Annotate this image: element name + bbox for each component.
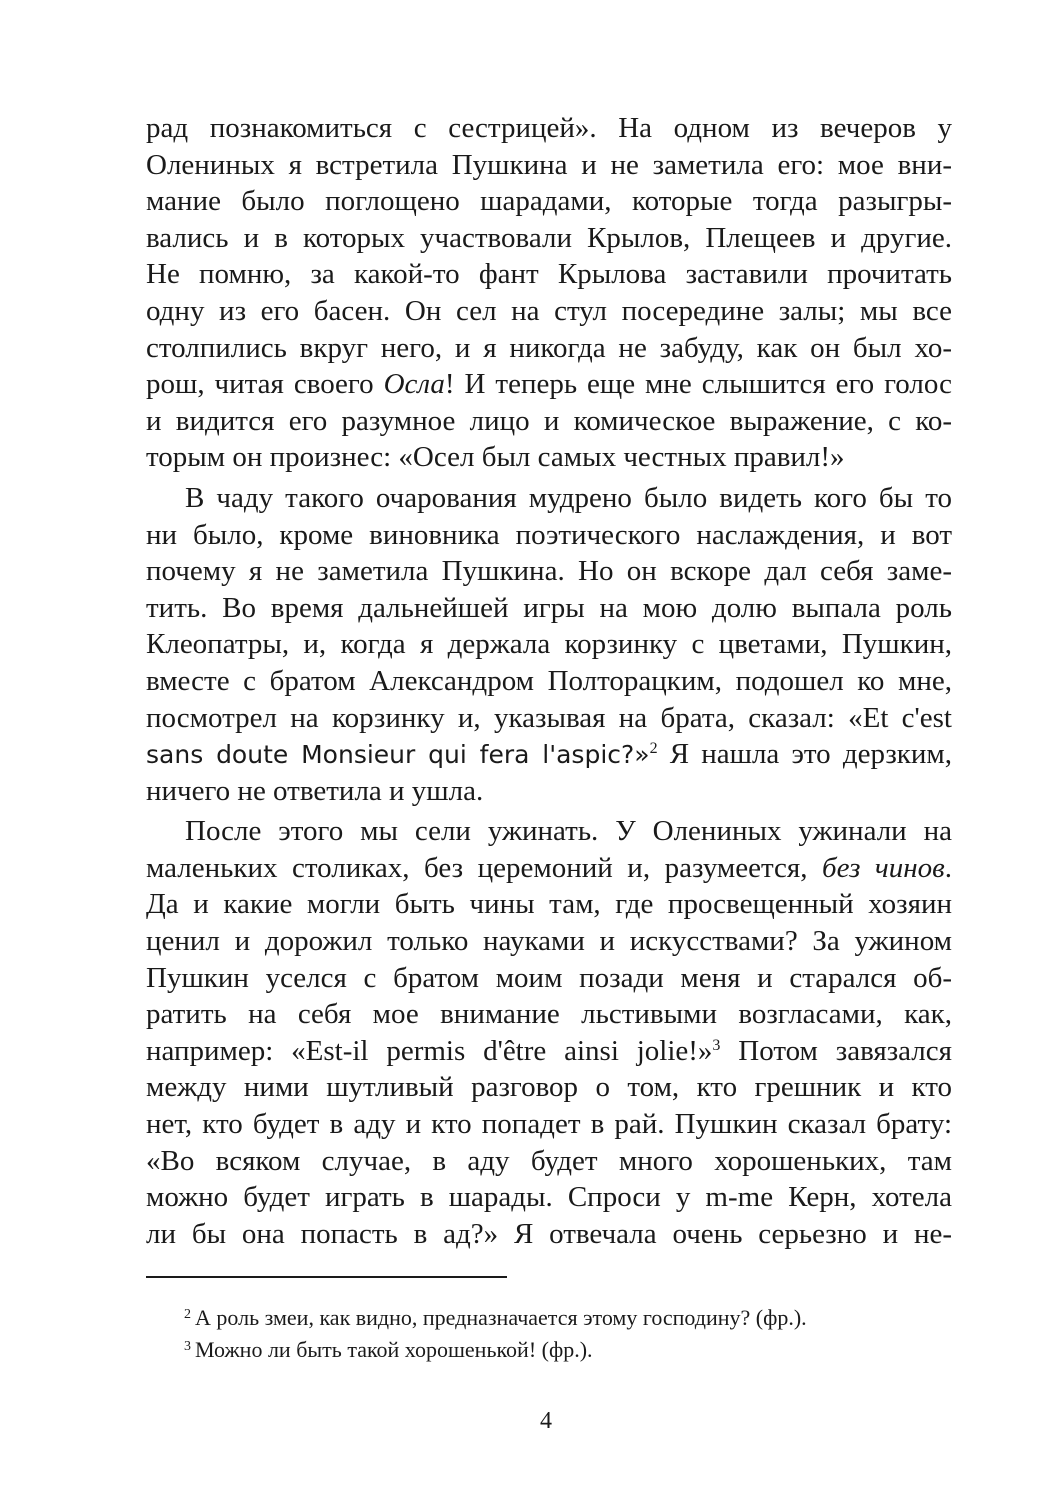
text-line: тить. Во время дальнейшей игры на мою долю выпала роль [146, 591, 952, 624]
footnote-2 [184, 1302, 944, 1334]
footnote-number: 2 [184, 1307, 191, 1322]
text-line: Пушкин уселся с братом моим позади меня и старался об- [146, 961, 952, 994]
french-quote: sans doute Monsieur qui fera l'aspic?» [146, 740, 650, 770]
text-line: можно будет играть в шарады. Спроси у m-me Керн, хотела [146, 1181, 952, 1214]
text-line: После этого мы сели ужинать. У Олениных ужинали на [185, 815, 952, 848]
main-text [146, 110, 952, 1252]
text-line: «Во всяком случае, в аду будет много хорошеньких, там [146, 1144, 952, 1177]
text-segment: ! И теперь еще мне слышится его голос [444, 368, 952, 401]
text-line: между ними шутливый разговор о том, кто грешник и кто [146, 1071, 952, 1104]
text-line: Клеопатры, и, когда я держала корзинку с цветами, Пушкин, [146, 628, 952, 661]
text-line: рад познакомиться с сестрицей». На одном из вечеров у [146, 112, 952, 144]
footnotes [184, 1302, 944, 1366]
text-line: Не помню, за какой-то фант Крылова заставили прочитать [146, 258, 952, 291]
text-line: В чаду такого очарования мудрено было видеть кого бы то [185, 481, 952, 514]
text-line: вались и в которых участвовали Крылов, Плещеев и другие. [146, 221, 952, 254]
text-line: Олениных я встретила Пушкина и не заметила его: мое вни- [146, 148, 952, 181]
text-line: Да и какие могли быть чины там, где просвещенный хозяин [146, 888, 952, 921]
text-line: ли бы она попасть в ад?» Я отвечала очень серьезно и не- [146, 1217, 952, 1250]
text-line: почему я не заметила Пушкина. Но он вскоре дал себя заме- [146, 555, 952, 588]
footnote-ref-3[interactable]: 3 [712, 1036, 721, 1054]
text-line: и видится его разумное лицо и комическое выражение, с ко- [146, 404, 952, 437]
text-line: ничего не ответила и ушла. [146, 774, 484, 807]
text-segment: . [944, 851, 952, 884]
text-line: нет, кто будет в аду и кто попадет в рай. Пушкин сказал брату: [146, 1108, 952, 1141]
footnote-ref-2[interactable]: 2 [649, 740, 658, 758]
text-segment: маленьких столиках, без церемоний и, разумеется, [146, 851, 823, 884]
page-number: 4 [540, 1408, 552, 1434]
text-line: столпились вкруг него, и я никогда не забуду, как он был хо- [146, 331, 952, 364]
italic-title: Осла [383, 368, 445, 401]
footnote-text: А роль змеи, как видно, предназначается этому господину? (фр.). [195, 1305, 807, 1330]
text-line [146, 366, 952, 403]
text-line: вместе с братом Александром Полторацким, подошел ко мне, [146, 664, 952, 697]
text-line: ни было, кроме виновника поэтического наслаждения, и вот [146, 518, 952, 551]
text-line: ценил и дорожил только науками и искусствами? За ужином [146, 925, 952, 958]
text-segment: например: «Est-il permis d'être ainsi jolie!» [146, 1034, 713, 1067]
footnote-text: Можно ли быть такой хорошенькой! (фр.). [195, 1337, 593, 1362]
footnote-divider [146, 1276, 507, 1278]
text-line: посмотрел на корзинку и, указывая на брата, сказал: «Et c'est [146, 701, 952, 734]
text-segment: Я нашла это дерзким, [657, 738, 952, 771]
text-line [146, 850, 952, 887]
text-segment: Потом завязался [720, 1034, 952, 1067]
text-line [146, 736, 952, 773]
footnote-number: 3 [184, 1339, 191, 1354]
italic-phrase: без чинов [822, 851, 945, 884]
text-segment: рош, читая своего [146, 368, 384, 401]
text-line: торым он произнес: «Осел был самых честных правил!» [146, 441, 845, 474]
text-line [146, 1033, 952, 1070]
text-line: одну из его басен. Он сел на стул посередине залы; мы все [146, 294, 952, 327]
text-line: ратить на себя мое внимание льстивыми возгласами, как, [146, 998, 952, 1031]
footnote-3 [184, 1334, 944, 1366]
text-line: мание было поглощено шарадами, которые тогда разыгры- [146, 185, 952, 218]
